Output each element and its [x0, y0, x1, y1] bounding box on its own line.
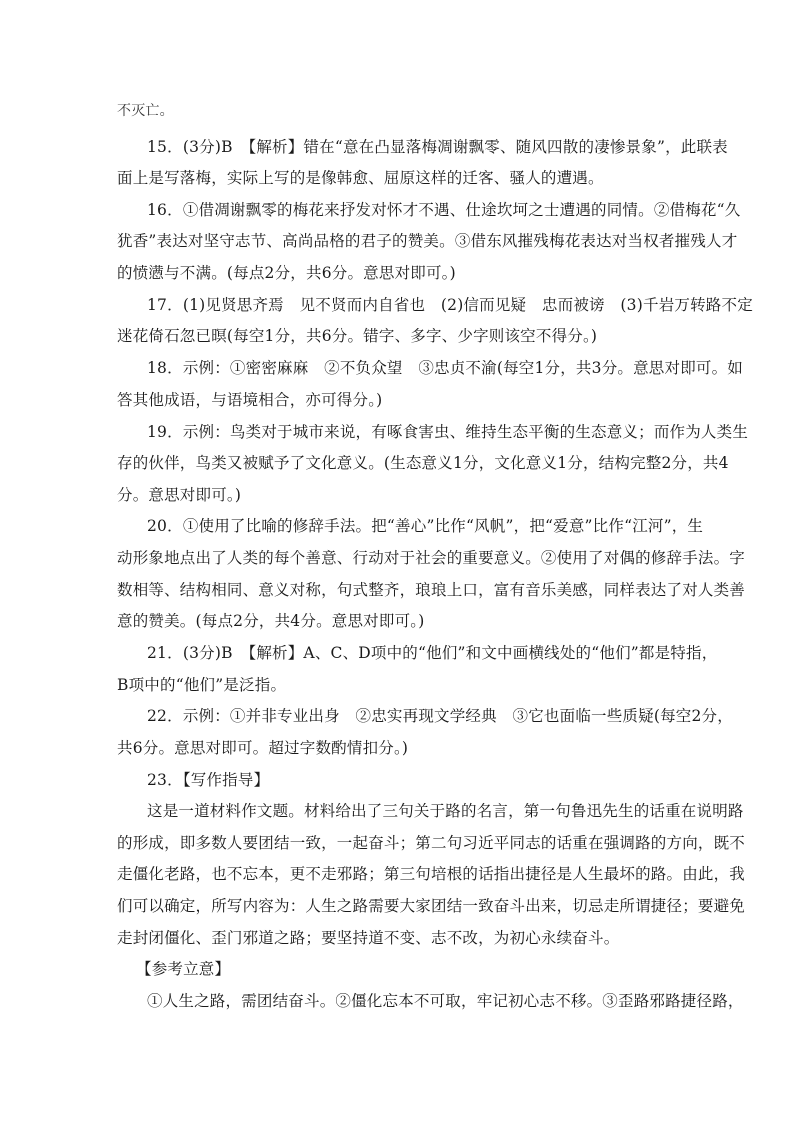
text-line: 存的伙伴，鸟类又被赋予了文化意义。(生态意义1分，文化意义1分，结构完整2分，共4 — [117, 454, 729, 472]
text-line: 22．示例：①并非专业出身 ②忠实再现文学经典 ③它也面临一些质疑(每空2分， — [147, 707, 733, 725]
text-line: 意的赞美。(每点2分，共4分。意思对即可。) — [117, 612, 425, 630]
text-line: ①人生之路，需团结奋斗。②僵化忘本不可取，牢记初心志不移。③歪路邪路捷径路， — [147, 992, 744, 1010]
text-line: 不灭亡。 — [117, 103, 174, 119]
text-line: 16．①借凋谢飘零的梅花来抒发对怀才不遇、仕途坎坷之士遭遇的同情。②借梅花“久 — [147, 201, 741, 219]
text-line: 数相等、结构相同、意义对称，句式整齐，琅琅上口，富有音乐美感，同样表达了对人类善 — [117, 581, 746, 599]
text-line: 21．(3分)B 【解析】A、C、D项中的“他们”和文中画横线处的“他们”都是特指， — [147, 644, 718, 662]
text-line: 走僵化老路，也不忘本，更不走邪路；第三句培根的话指出捷径是人生最坏的路。由此，我 — [117, 865, 746, 883]
text-line: 动形象地点出了人类的每个善意、行动对于社会的重要意义。②使用了对偶的修辞手法。字 — [117, 549, 746, 567]
text-line: 17．(1)见贤思齐焉 见不贤而内自省也 (2)信而见疑 忠而被谤 (3)千岩万转路不定 — [147, 296, 753, 314]
text-line: 19．示例：鸟类对于城市来说，有啄食害虫、维持生态平衡的生态意义；而作为人类生 — [147, 423, 749, 441]
text-line: 的愤懑与不满。(每点2分，共6分。意思对即可。) — [117, 264, 456, 282]
text-line: B项中的“他们”是泛指。 — [117, 676, 287, 694]
text-line: 面上是写落梅，实际上写的是像韩愈、屈原这样的迁客、骚人的遭遇。 — [117, 169, 604, 187]
text-line: 这是一道材料作文题。材料给出了三句关于路的名言，第一句鲁迅先生的话重在说明路 — [147, 802, 744, 820]
text-line: 的形成，即多数人要团结一致，一起奋斗；第二句习近平同志的话重在强调路的方向，既不 — [117, 834, 746, 852]
text-line: 走封闭僵化、歪门邪道之路；要坚持道不变、志不改，为初心永续奋斗。 — [117, 929, 620, 947]
text-line: 【参考立意】 — [136, 960, 231, 978]
text-line: 18．示例：①密密麻麻 ②不负众望 ③忠贞不渝(每空1分，共3分。意思对即可。如 — [147, 359, 743, 377]
text-line: 们可以确定，所写内容为：人生之路需要大家团结一致奋斗出来，切忌走所谓捷径；要避免 — [117, 897, 746, 915]
text-line: 迷花倚石忽已暝(每空1分，共6分。错字、多字、少字则该空不得分。) — [117, 327, 598, 345]
text-line: 共6分。意思对即可。超过字数酌情扣分。) — [117, 739, 409, 757]
text-line: 20．①使用了比喻的修辞手法。把“善心”比作“风帆”，把“爱意”比作“江河”，生 — [147, 517, 704, 535]
text-line: 23．【写作指导】 — [147, 771, 270, 789]
text-line: 犹香”表达对坚守志节、高尚品格的君子的赞美。③借东风摧残梅花表达对当权者摧残人才 — [117, 232, 738, 250]
text-line: 答其他成语，与语境相合，亦可得分。) — [117, 391, 383, 409]
text-line: 分。意思对即可。) — [117, 486, 242, 504]
text-line: 15．(3分)B 【解析】错在“意在凸显落梅凋谢飘零、随风四散的凄惨景象”，此联表 — [147, 138, 728, 156]
